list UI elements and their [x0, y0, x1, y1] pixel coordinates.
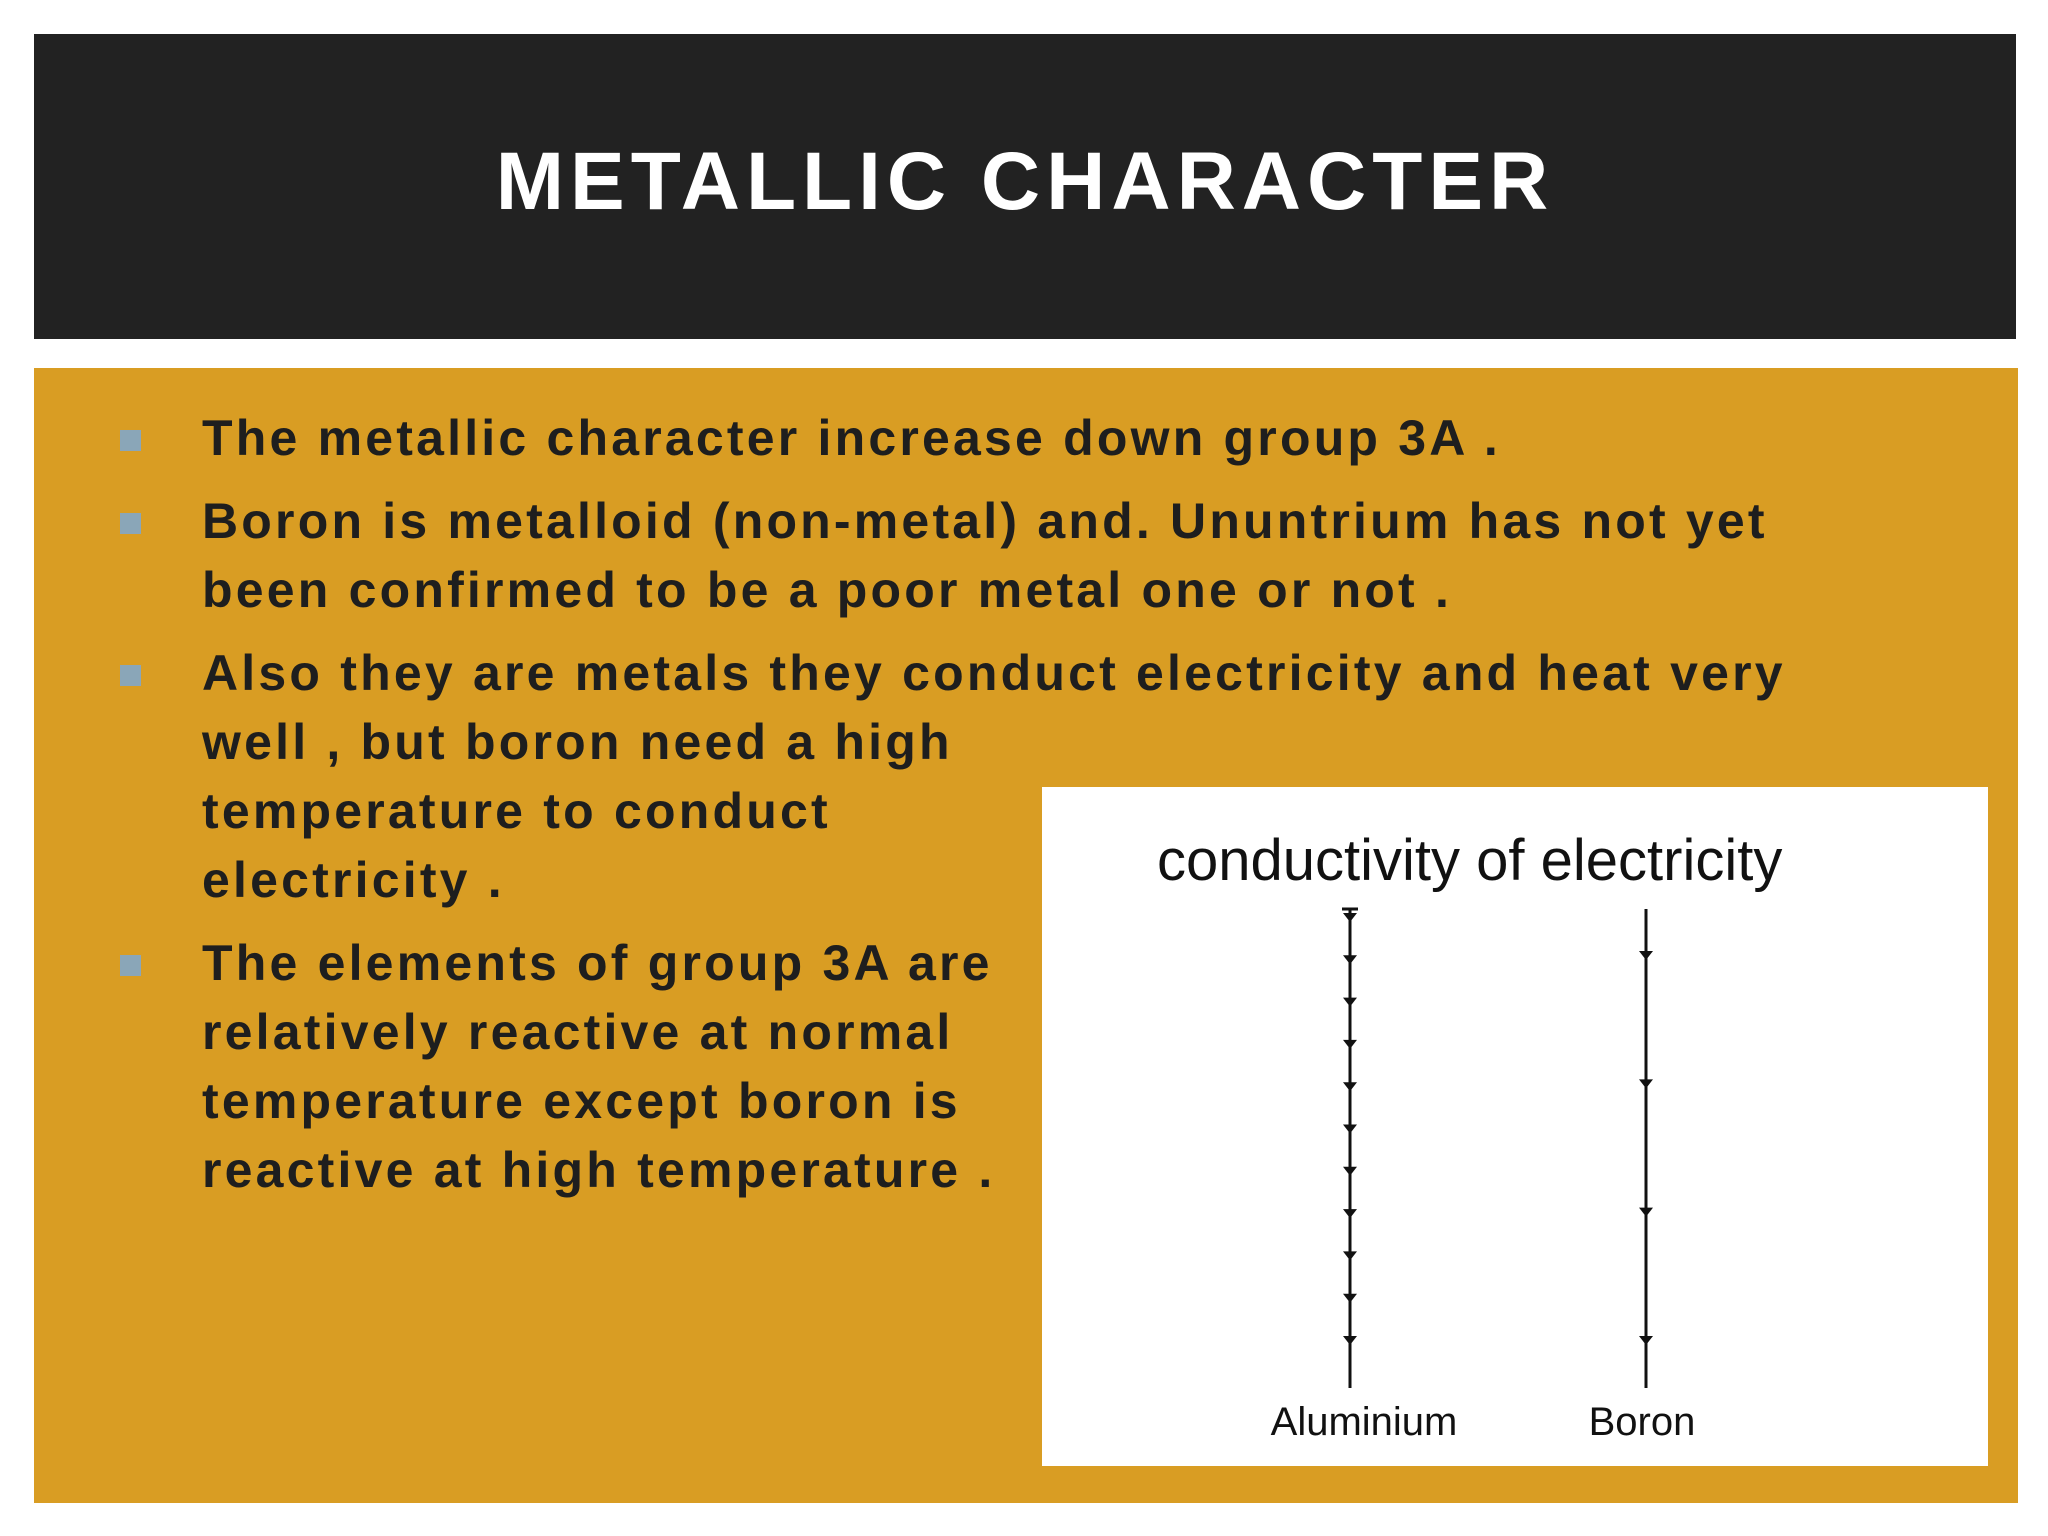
- electron-arrow-icon: [1343, 998, 1357, 1007]
- electron-arrow-icon: [1343, 1209, 1357, 1218]
- aluminium-column: [1342, 909, 1358, 1388]
- bullet-line: The metallic character increase down group 3A .: [202, 410, 1501, 466]
- bullet-line: reactive at high temperature .: [202, 1142, 996, 1198]
- electron-arrow-icon: [1639, 1208, 1653, 1217]
- bullet-line: temperature except boron is: [202, 1073, 961, 1129]
- electron-arrow-icon: [1343, 1167, 1357, 1176]
- bullet-line: Boron is metalloid (non-metal) and. Ununtrium has not yet: [202, 493, 1768, 549]
- bullet-item-2: [120, 487, 1920, 625]
- square-bullet-icon: [120, 665, 141, 686]
- bullet-line: electricity .: [202, 852, 505, 908]
- slide-title: METALLIC CHARACTER: [495, 135, 1555, 227]
- bullet-line: been confirmed to be a poor metal one or not .: [202, 562, 1453, 618]
- bullet-text: [202, 487, 1920, 625]
- square-bullet-icon: [120, 955, 141, 976]
- boron-label: Boron: [1588, 1400, 1696, 1444]
- bullet-text: [202, 404, 1920, 473]
- square-bullet-icon: [120, 513, 141, 534]
- boron-column: [1639, 909, 1653, 1388]
- conductivity-figure: [1042, 787, 1988, 1466]
- conductivity-diagram: [1042, 787, 1988, 1466]
- bullet-item-1: [120, 404, 1920, 473]
- electron-arrow-icon: [1343, 1294, 1357, 1303]
- electron-arrow-icon: [1639, 1079, 1653, 1088]
- figure-title: conductivity of electricity: [1157, 828, 1783, 893]
- electron-arrow-icon: [1639, 951, 1653, 960]
- bullet-line: temperature to conduct: [202, 783, 831, 839]
- electron-arrow-icon: [1343, 1251, 1357, 1260]
- electron-arrow-icon: [1639, 1336, 1653, 1345]
- bullet-line: well , but boron need a high: [202, 714, 953, 770]
- electron-arrow-icon: [1343, 1336, 1357, 1345]
- electron-arrow-icon: [1343, 913, 1357, 922]
- bullet-line: relatively reactive at normal: [202, 1004, 954, 1060]
- square-bullet-icon: [120, 430, 141, 451]
- electron-arrow-icon: [1343, 1125, 1357, 1134]
- title-bar: [34, 34, 2016, 339]
- bullet-line: The elements of group 3A are: [202, 935, 993, 991]
- electron-arrow-icon: [1343, 1082, 1357, 1091]
- electron-arrow-icon: [1343, 955, 1357, 964]
- aluminium-label: Aluminium: [1270, 1400, 1458, 1444]
- bullet-line: Also they are metals they conduct electricity and heat very: [202, 645, 1786, 701]
- electron-arrow-icon: [1343, 1040, 1357, 1049]
